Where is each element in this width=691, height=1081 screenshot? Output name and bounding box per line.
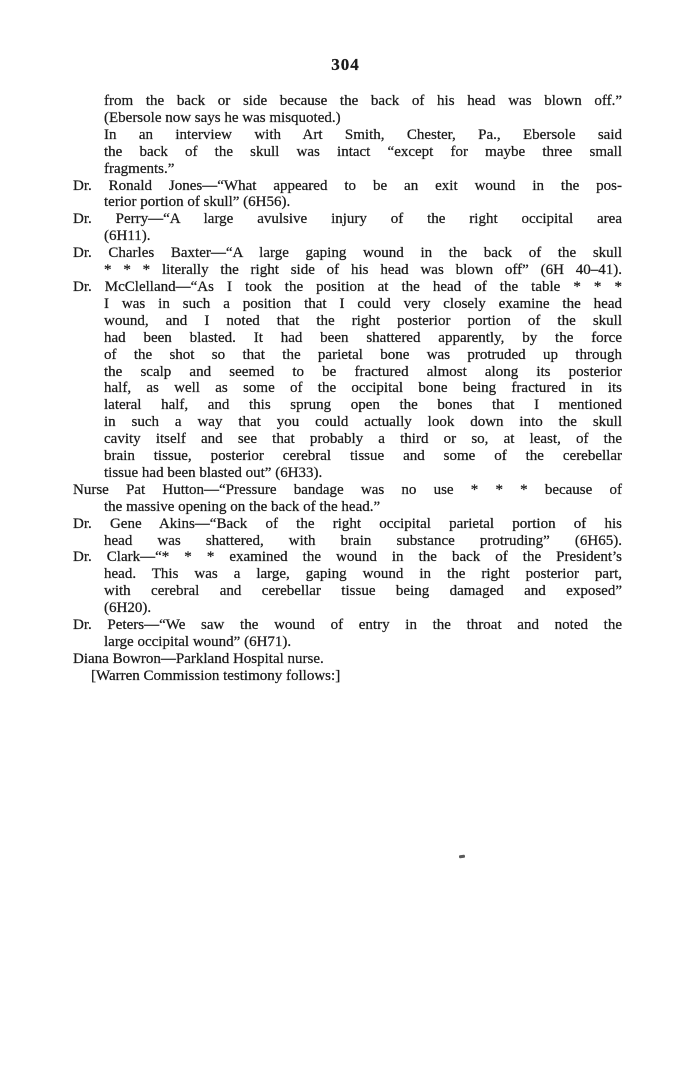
text-line: Dr. Peters—“We saw the wound of entry in the throat and noted the bbox=[73, 617, 622, 634]
text-line: (Ebersole now says he was misquoted.) bbox=[104, 109, 341, 126]
text-line: Dr. McClelland—“As I took the position at the head of the table * * * bbox=[73, 278, 622, 295]
text-line: Dr. Charles Baxter—“A large gaping wound in the back of the skull bbox=[73, 245, 622, 262]
text-line: [Warren Commission testimony follows:] bbox=[91, 667, 341, 684]
text-line: Dr. Perry—“A large avulsive injury of the right occipital area bbox=[73, 211, 622, 228]
text-line: half, as well as some of the occipital bone being fractured in its bbox=[104, 380, 622, 397]
text-line: Diana Bowron—Parkland Hospital nurse. bbox=[73, 650, 324, 667]
text-line: head. This was a large, gaping wound in the right posterior part, bbox=[104, 566, 622, 583]
text-line: tissue had been blasted out” (6H33). bbox=[104, 464, 323, 481]
text-line: Nurse Pat Hutton—“Pressure bandage was no use * * * because of bbox=[73, 481, 622, 498]
text-line: brain tissue, posterior cerebral tissue and some of the cerebellar bbox=[104, 448, 622, 465]
text-line: the massive opening on the back of the head.” bbox=[104, 498, 381, 515]
text-line: with cerebral and cerebellar tissue being damaged and exposed” bbox=[104, 583, 622, 600]
text-line: * * * literally the right side of his head was blown off” (6H 40–41). bbox=[104, 262, 622, 279]
text-line: large occipital wound” (6H71). bbox=[104, 634, 292, 650]
text-line: Dr. Gene Akins—“Back of the right occipital parietal portion of his bbox=[73, 515, 622, 532]
text-line: in such a way that you could actually look down into the skull bbox=[104, 414, 622, 431]
text-line: head was shattered, with brain substance protruding” (6H65). bbox=[104, 532, 622, 549]
text-line: Dr. Clark—“* * * examined the wound in the back of the President’s bbox=[73, 549, 622, 566]
text-line: (6H20). bbox=[104, 600, 152, 617]
body-text bbox=[73, 93, 622, 685]
text-line: the back of the skull was intact “except for maybe three small bbox=[104, 143, 622, 160]
text-line: had been blasted. It had been shattered apparently, by the force bbox=[104, 329, 622, 346]
text-line: cavity itself and see that probably a third or so, at least, of the bbox=[104, 431, 622, 448]
text-line: from the back or side because the back of his head was blown off.” bbox=[104, 93, 622, 109]
text-line: Dr. Ronald Jones—“What appeared to be an exit wound in the pos- bbox=[73, 177, 622, 194]
text-line: of the shot so that the parietal bone was protruded up through bbox=[104, 346, 622, 363]
text-line: the scalp and seemed to be fractured almost along its posterior bbox=[104, 363, 622, 380]
text-line: terior portion of skull” (6H56). bbox=[104, 194, 291, 211]
page-number: 304 bbox=[331, 55, 360, 74]
text-line: fragments.” bbox=[104, 160, 175, 177]
text-line: wound, and I noted that the right posterior portion of the skull bbox=[104, 312, 622, 329]
scan-artifact-speck bbox=[459, 855, 465, 859]
text-line: I was in such a position that I could very closely examine the head bbox=[104, 295, 622, 312]
text-line: (6H11). bbox=[104, 228, 151, 245]
text-line: lateral half, and this sprung open the bones that I mentioned bbox=[104, 397, 622, 414]
text-line: In an interview with Art Smith, Chester, Pa., Ebersole said bbox=[104, 126, 622, 143]
